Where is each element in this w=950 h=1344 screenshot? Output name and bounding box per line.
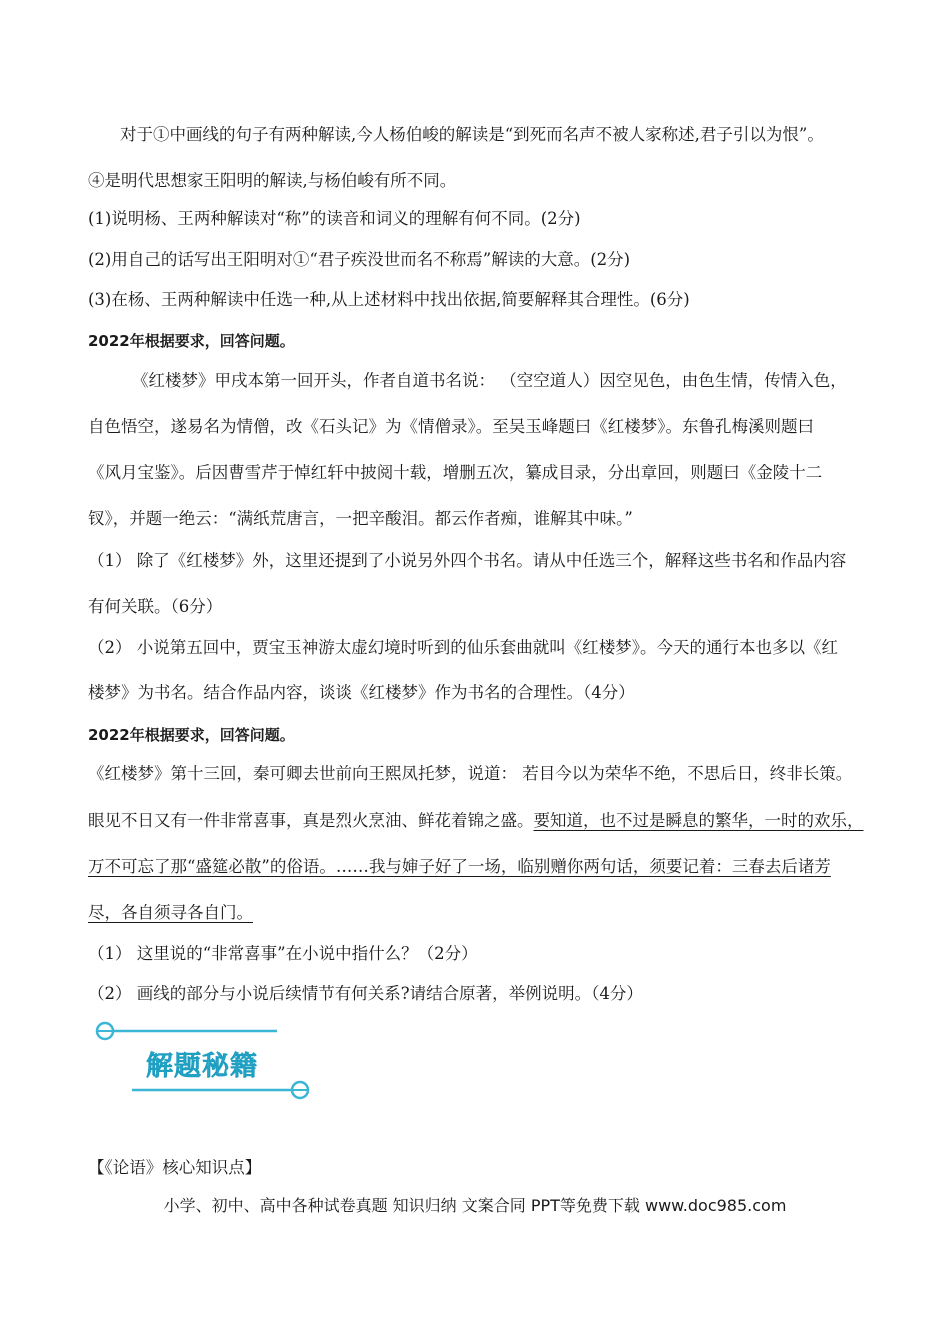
question-item: 有何关联。（6分）: [88, 597, 223, 616]
passage-line: 《红楼梦》第十三回，秦可卿去世前向王熙凤托梦，说道： 若目今以为荣华不绝，不思后日，终非长策。: [88, 764, 853, 783]
passage-line: 对于①中画线的句子有两种解读,今人杨伯峻的解读是“到死而名声不被人家称述,君子引以为恨”。: [120, 125, 824, 144]
underlined-passage-line: 万不可忘了那“盛筵必散”的俗语。……我与婶子好了一场，临别赠你两句话，须要记着：三春去后诸芳: [88, 857, 831, 876]
passage-line: 钗》，并题一绝云：“满纸荒唐言，一把辛酸泪。都云作者痴，谁解其中味。”: [88, 509, 633, 528]
section-heading: 2022年根据要求，回答问题。: [88, 332, 295, 350]
footer-text: 小学、初中、高中各种试卷真题 知识归纳 文案合同 PPT等免费下载 www.doc985.com: [163, 1196, 787, 1215]
badge-label: 解题秘籍: [146, 1051, 258, 1082]
underlined-passage-line: 尽，各自须寻各自门。: [88, 903, 253, 922]
passage-line: 《红楼梦》甲戌本第一回开头，作者自道书名说： （空空道人）因空见色，由色生情，传情入色，: [132, 371, 847, 390]
question-item: （2） 画线的部分与小说后续情节有何关系?请结合原著，举例说明。（4分）: [88, 984, 643, 1003]
question-item: （2） 小说第五回中，贾宝玉神游太虚幻境时听到的仙乐套曲就叫《红楼梦》。今天的通行本也多以《红: [88, 638, 838, 657]
knowledge-heading: 【《论语》核心知识点】: [88, 1158, 262, 1177]
underlined-text: 要知道，也不过是瞬息的繁华，一时的欢乐，: [533, 811, 864, 830]
tips-badge: [92, 1018, 322, 1113]
question-item: (1)说明杨、王两种解读对“称”的读音和词义的理解有何不同。(2分): [88, 209, 581, 228]
question-item: (2)用自己的话写出王阳明对①“君子疾没世而名不称焉”解读的大意。(2分): [88, 250, 631, 269]
passage-text: 眼见不日又有一件非常喜事，真是烈火烹油、鲜花着锦之盛。: [88, 811, 534, 830]
question-item: （1） 这里说的“非常喜事”在小说中指什么？（2分）: [88, 944, 478, 963]
question-item: 楼梦》为书名。结合作品内容，谈谈《红楼梦》作为书名的合理性。（4分）: [88, 683, 635, 702]
question-item: （1） 除了《红楼梦》外，这里还提到了小说另外四个书名。请从中任选三个，解释这些书名和作品内容: [88, 551, 847, 570]
section-heading: 2022年根据要求，回答问题。: [88, 726, 295, 744]
question-item: (3)在杨、王两种解读中任选一种,从上述材料中找出依据,简要解释其合理性。(6分): [88, 290, 690, 309]
passage-line: [88, 810, 888, 832]
passage-line: 《风月宝鉴》。后因曹雪芹于悼红轩中披阅十载，增删五次，纂成目录，分出章回，则题曰《金陵十二: [88, 463, 823, 482]
passage-line: ④是明代思想家王阳明的解读,与杨伯峻有所不同。: [88, 171, 457, 190]
passage-line: 自色悟空，遂易名为情僧，改《石头记》为《情僧录》。至吴玉峰题曰《红楼梦》。东鲁孔梅溪则题曰: [88, 417, 814, 436]
